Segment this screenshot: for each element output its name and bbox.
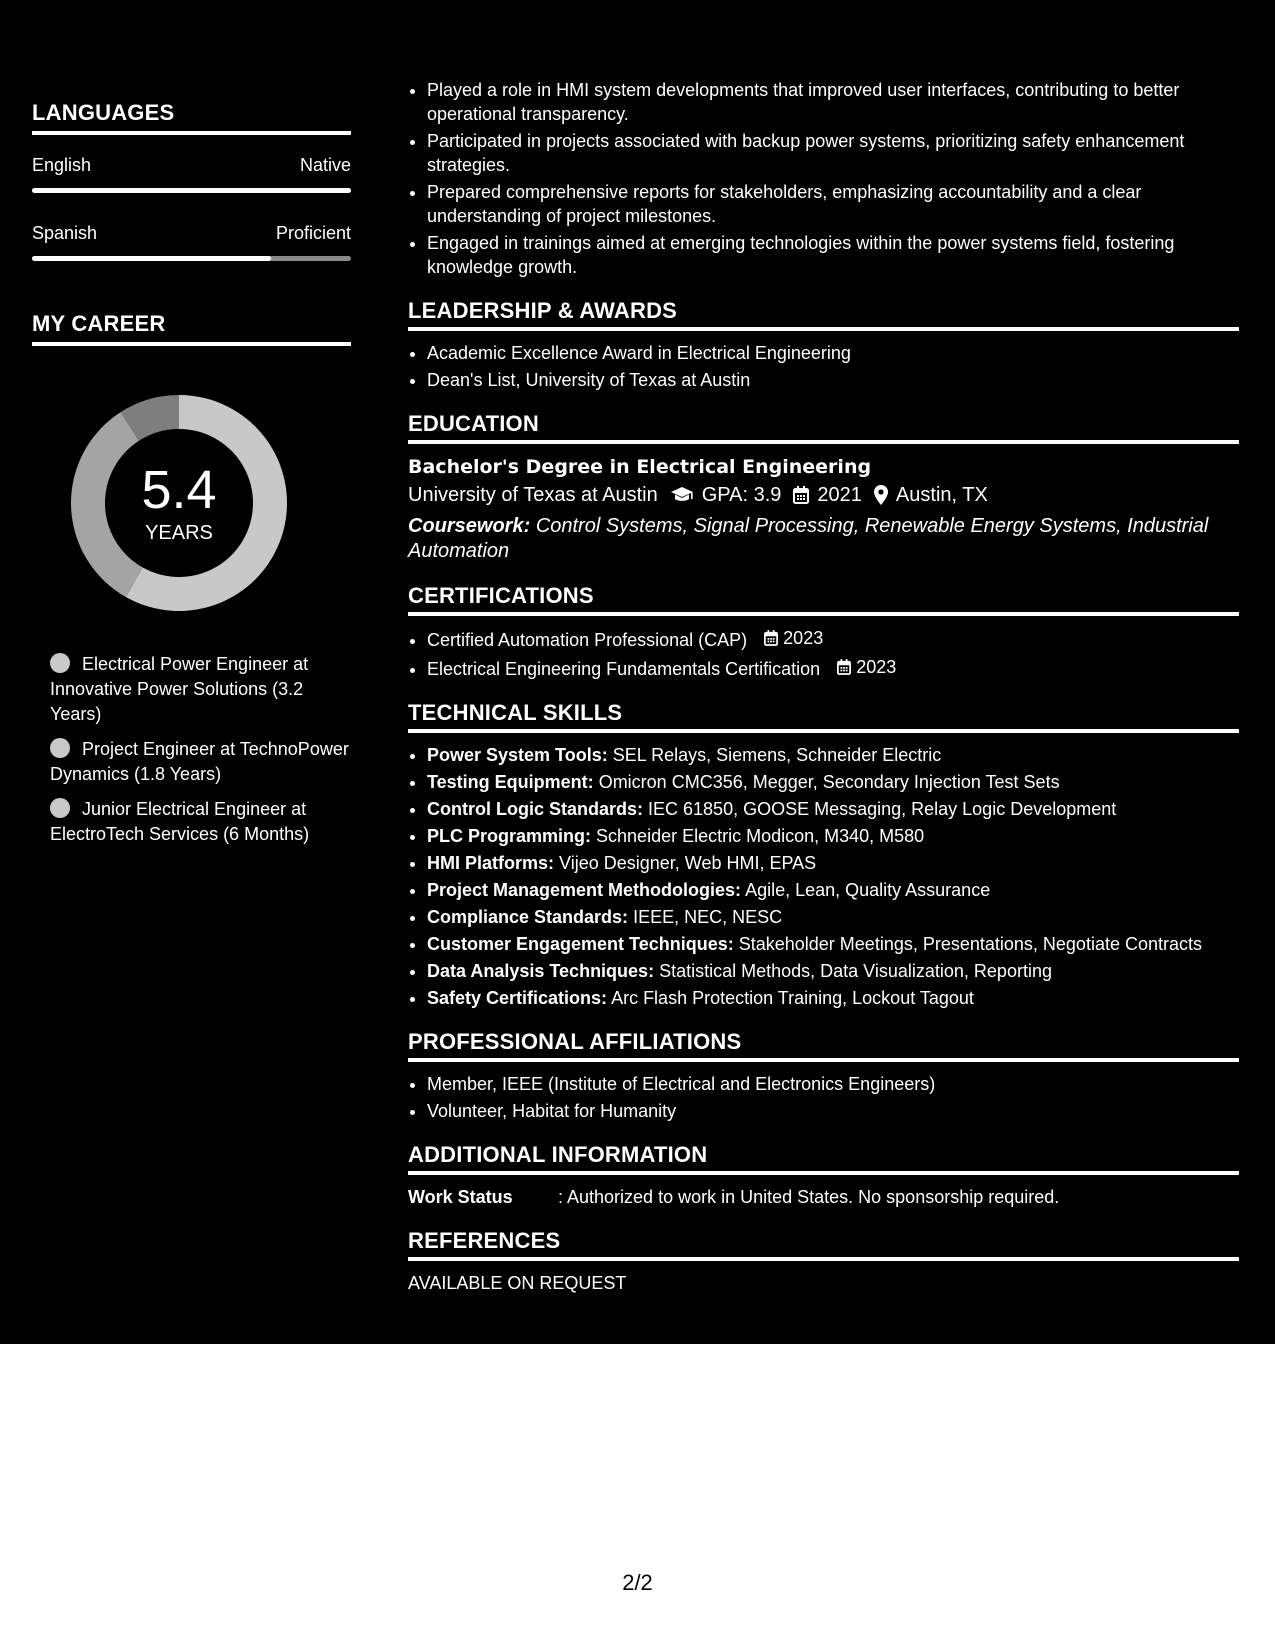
career-total-unit: YEARS — [145, 521, 213, 544]
experience-bullets — [408, 78, 1239, 279]
language-item — [32, 155, 351, 193]
certification-name: Electrical Engineering Fundamentals Certification — [427, 659, 821, 679]
certification-name: Certified Automation Professional (CAP) — [427, 630, 748, 650]
skills-heading: TECHNICAL SKILLS — [408, 700, 1239, 733]
calendar-icon — [793, 486, 809, 504]
career-item: Junior Electrical Engineer at ElectroTech Services (6 Months) — [50, 799, 310, 844]
experience-bullet: • Engaged in trainings aimed at emerging technologies within the power systems field, fostering knowledge growth. — [427, 231, 1239, 279]
references-heading: REFERENCES — [408, 1228, 1239, 1261]
language-level: Proficient — [275, 223, 351, 243]
leadership-heading: LEADERSHIP & AWARDS — [408, 298, 1239, 331]
language-bar-fill — [32, 188, 351, 193]
work-status-value: : Authorized to work in United States. No sponsorship required. — [558, 1187, 1060, 1207]
graduation-year: 2021 — [817, 484, 862, 506]
coursework — [408, 514, 1239, 564]
language-level: Native — [299, 155, 351, 175]
affiliation-item: • Member, IEEE (Institute of Electrical and Electronics Engineers) — [427, 1072, 1239, 1096]
skills-section — [408, 700, 1239, 1010]
calendar-icon — [764, 630, 778, 646]
career-list — [32, 652, 351, 847]
leadership-section — [408, 298, 1239, 392]
affiliation-item: • Volunteer, Habitat for Humanity — [427, 1099, 1239, 1123]
language-item — [32, 223, 351, 261]
certification-year: 2023 — [856, 657, 897, 677]
work-status-row — [408, 1185, 1239, 1209]
education-heading: EDUCATION — [408, 411, 1239, 444]
affiliations-section — [408, 1029, 1239, 1123]
skill-item: • Testing Equipment: Omicron CMC356, Megger, Secondary Injection Test Sets — [427, 770, 1239, 794]
languages-heading: LANGUAGES — [32, 100, 351, 135]
certification-item — [427, 626, 1239, 652]
award-item: • Academic Excellence Award in Electrical Engineering — [427, 341, 1239, 365]
education-meta — [408, 480, 1239, 510]
education-section — [408, 411, 1239, 564]
work-status-label: Work Status — [408, 1187, 513, 1207]
language-bar — [32, 256, 351, 261]
certification-year: 2023 — [783, 628, 824, 648]
career-heading: MY CAREER — [32, 311, 351, 346]
school-name: University of Texas at Austin — [408, 484, 658, 506]
career-item: Electrical Power Engineer at Innovative Power Solutions (3.2 Years) — [50, 654, 309, 724]
career-total-value: 5.4 — [141, 459, 217, 520]
affiliations-heading: PROFESSIONAL AFFILIATIONS — [408, 1029, 1239, 1062]
page-indicator: 2/2 — [622, 1570, 653, 1595]
graduation-cap-icon — [670, 486, 694, 504]
degree-title: Bachelor's Degree in Electrical Engineering — [408, 456, 872, 478]
certification-item — [427, 655, 1239, 681]
coursework-list: Control Systems, Signal Processing, Renewable Energy Systems, Industrial Automation — [408, 515, 1209, 562]
skill-item: • Compliance Standards: IEEE, NEC, NESC — [427, 905, 1239, 929]
coursework-label: Coursework: — [408, 515, 531, 537]
bullet-dot-icon — [50, 653, 70, 673]
language-name: Spanish — [32, 223, 98, 243]
main-column — [408, 78, 1239, 1295]
experience-bullet: • Played a role in HMI system developments that improved user interfaces, contributing to better operational transparency. — [427, 78, 1239, 126]
skill-item: • Project Management Methodologies: Agile, Lean, Quality Assurance — [427, 878, 1239, 902]
languages-list — [32, 155, 351, 261]
school-location: Austin, TX — [895, 484, 988, 506]
calendar-icon — [837, 659, 851, 675]
certifications-heading: CERTIFICATIONS — [408, 583, 1239, 616]
skill-item: • HMI Platforms: Vijeo Designer, Web HMI, EPAS — [427, 851, 1239, 875]
award-item: • Dean's List, University of Texas at Austin — [427, 368, 1239, 392]
career-donut-chart — [66, 390, 292, 616]
map-pin-icon — [874, 485, 888, 505]
skill-item: • Safety Certifications: Arc Flash Protection Training, Lockout Tagout — [427, 986, 1239, 1010]
experience-bullet: • Prepared comprehensive reports for stakeholders, emphasizing accountability and a clear understanding of project milestones. — [427, 180, 1239, 228]
experience-bullet: • Participated in projects associated with backup power systems, prioritizing safety enhancement strategies. — [427, 129, 1239, 177]
additional-heading: ADDITIONAL INFORMATION — [408, 1142, 1239, 1175]
sidebar — [32, 100, 351, 857]
skill-item: • Power System Tools: SEL Relays, Siemens, Schneider Electric — [427, 743, 1239, 767]
skill-item: • PLC Programming: Schneider Electric Modicon, M340, M580 — [427, 824, 1239, 848]
skill-item: • Data Analysis Techniques: Statistical Methods, Data Visualization, Reporting — [427, 959, 1239, 983]
language-name: English — [32, 155, 92, 175]
skill-item: • Control Logic Standards: IEC 61850, GOOSE Messaging, Relay Logic Development — [427, 797, 1239, 821]
additional-section — [408, 1142, 1239, 1209]
language-bar-fill — [32, 256, 271, 261]
language-bar — [32, 188, 351, 193]
bullet-dot-icon — [50, 798, 70, 818]
career-item: Project Engineer at TechnoPower Dynamics (1.8 Years) — [50, 739, 349, 784]
skill-item: • Customer Engagement Techniques: Stakeholder Meetings, Presentations, Negotiate Contracts — [427, 932, 1239, 956]
bullet-dot-icon — [50, 738, 70, 758]
gpa-value: GPA: 3.9 — [701, 484, 782, 506]
references-text: AVAILABLE ON REQUEST — [408, 1273, 627, 1293]
references-section — [408, 1228, 1239, 1295]
certifications-section — [408, 583, 1239, 681]
